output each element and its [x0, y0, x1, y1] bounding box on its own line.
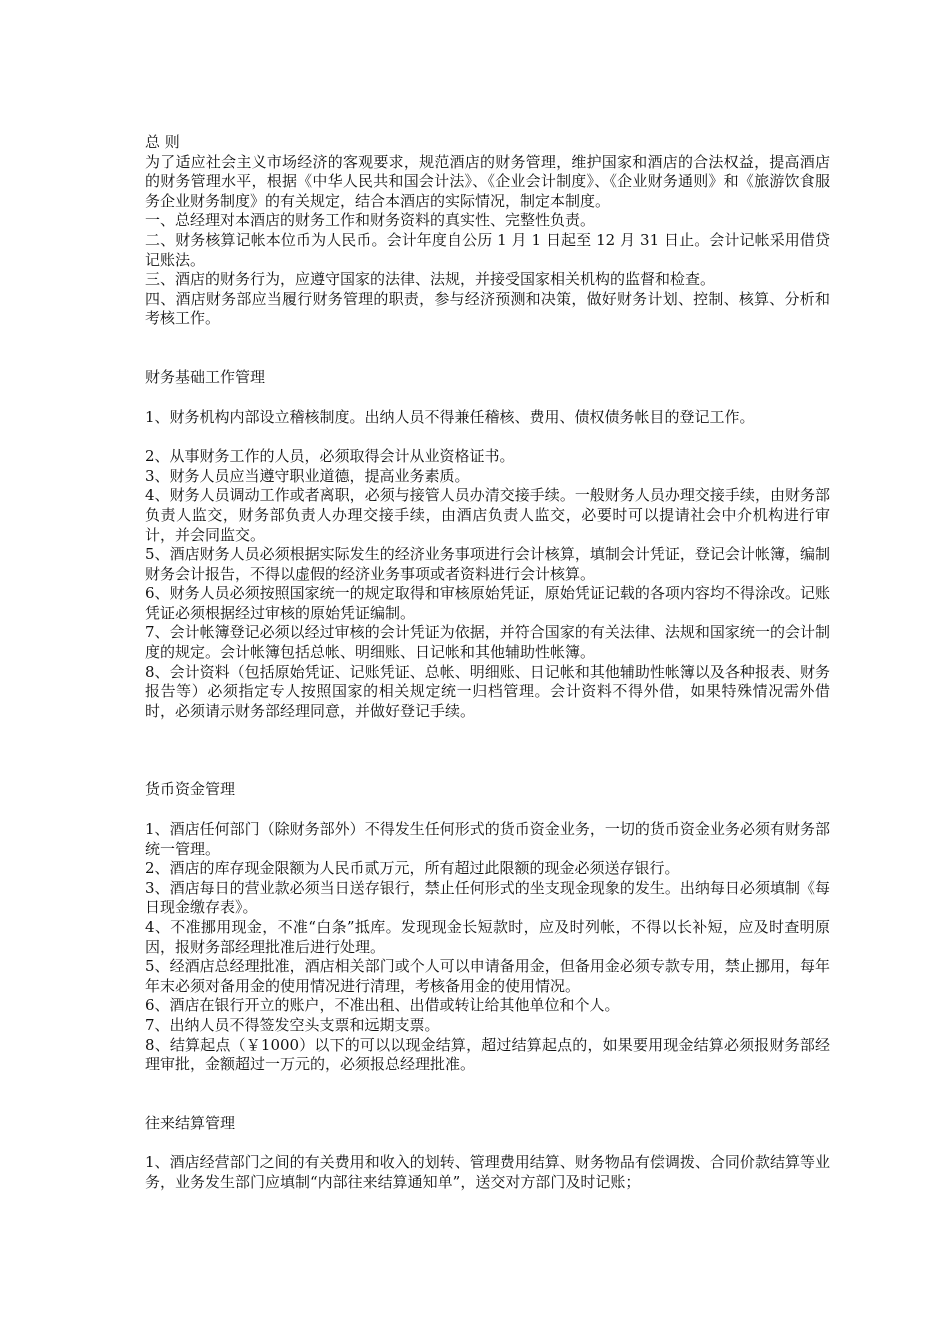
basic-item-1: 1、财务机构内部设立稽核制度。出纳人员不得兼任稽核、费用、债权债务帐目的登记工作。	[145, 407, 755, 426]
funds-item-6: 6、酒店在银行开立的账户，不准出租、出借或转让给其他单位和个人。	[145, 996, 620, 1015]
section-settlement	[145, 1114, 830, 1193]
funds-item-4: 4、不准挪用现金，不准“白条”抵库。发现现金长短款时，应及时列帐，不得以长补短，应及时查明原因，报财务部经理批准后进行处理。	[145, 918, 830, 956]
spacer	[145, 427, 830, 447]
spacer	[145, 388, 830, 408]
funds-item-3: 3、酒店每日的营业款必须当日送存银行，禁止任何形式的坐支现金现象的发生。出纳每日必须填制《每日现金缴存表》。	[145, 878, 830, 917]
basic-item-8: 8、会计资料（包括原始凭证、记账凭证、总帐、明细账、日记帐和其他辅助性帐簿以及各种报表、财务报告等）必须指定专人按照国家的相关规定统一归档管理。会计资料不得外借，如果特殊情况需外借时，必须请示财务部经理同意，并做好登记手续。	[145, 662, 830, 720]
funds-item-8: 8、结算起点（￥1000）以下的可以以现金结算，超过结算起点的，如果要用现金结算必须报财务部经理审批，金额超过一万元的，必须报总经理批准。	[145, 1035, 830, 1074]
section-general	[145, 133, 830, 329]
section-monetary-funds	[145, 780, 830, 1074]
general-item-4: 四、酒店财务部应当履行财务管理的职责，参与经济预测和决策，做好财务计划、控制、核算、分析和考核工作。	[145, 289, 830, 328]
spacer	[145, 1075, 830, 1114]
basic-item-4: 4、财务人员调动工作或者离职，必须与接管人员办清交接手续。一般财务人员办理交接手续，由财务部负责人监交，财务部负责人办理交接手续，由酒店负责人监交，必要时可以提请社会中介机构进行审计，并会同监交。	[145, 486, 830, 544]
spacer	[145, 1133, 830, 1153]
funds-item-1: 1、酒店任何部门（除财务部外）不得发生任何形式的货币资金业务，一切的货币资金业务必须有财务部统一管理。	[145, 820, 830, 858]
spacer	[145, 721, 830, 780]
document-page	[145, 133, 830, 1193]
section-title-general: 总 则	[145, 133, 180, 151]
section-title-settlement: 往来结算管理	[145, 1113, 236, 1132]
general-item-1: 一、总经理对本酒店的财务工作和财务资料的真实性、完整性负责。	[145, 211, 596, 230]
basic-item-3: 3、财务人员应当遵守职业道德，提高业务素质。	[145, 466, 470, 485]
general-item-2: 二、财务核算记帐本位币为人民币。会计年度自公历 1 月 1 日起至 12 月 31 日止。会计记帐采用借贷记账法。	[145, 230, 830, 269]
basic-item-6: 6、财务人员必须按照国家统一的规定取得和审核原始凭证，原始凭证记载的各项内容均不得涂改。记账凭证必须根据经过审核的原始凭证编制。	[145, 584, 830, 622]
spacer	[145, 329, 830, 368]
funds-item-2: 2、酒店的库存现金限额为人民币贰万元，所有超过此限额的现金必须送存银行。	[145, 859, 680, 878]
basic-item-7: 7、会计帐簿登记必须以经过审核的会计凭证为依据，并符合国家的有关法律、法规和国家统一的会计制度的规定。会计帐簿包括总帐、明细账、日记帐和其他辅助性帐簿。	[145, 623, 830, 662]
section-title-basic-financial-work: 财务基础工作管理	[145, 367, 266, 386]
funds-item-5: 5、经酒店总经理批准，酒店相关部门或个人可以申请备用金，但备用金必须专款专用，禁止挪用，每年年末必须对备用金的使用情况进行清理，考核备用金的使用情况。	[145, 957, 830, 995]
basic-item-2: 2、从事财务工作的人员，必须取得会计从业资格证书。	[145, 447, 515, 466]
spacer	[145, 800, 830, 820]
section-title-monetary-funds: 货币资金管理	[145, 780, 236, 799]
general-item-3: 三、酒店的财务行为，应遵守国家的法律、法规，并接受国家相关机构的监督和检查。	[145, 270, 716, 289]
settlement-item-1: 1、酒店经营部门之间的有关费用和收入的划转、管理费用结算、财务物品有偿调拨、合同价款结算等业务，业务发生部门应填制“内部往来结算通知单”，送交对方部门及时记账；	[145, 1153, 830, 1191]
funds-item-7: 7、出纳人员不得签发空头支票和远期支票。	[145, 1015, 440, 1034]
section-basic-financial-work	[145, 368, 830, 722]
general-paragraph: 为了适应社会主义市场经济的客观要求，规范酒店的财务管理，维护国家和酒店的合法权益，提高酒店的财务管理水平，根据《中华人民共和国会计法》、《企业会计制度》、《企业财务通则》和《旅游饮食服务企业财务制度》的有关规定，结合本酒店的实际情况，制定本制度。	[145, 152, 830, 210]
basic-item-5: 5、酒店财务人员必须根据实际发生的经济业务事项进行会计核算，填制会计凭证，登记会计帐簿，编制财务会计报告，不得以虚假的经济业务事项或者资料进行会计核算。	[145, 545, 830, 583]
